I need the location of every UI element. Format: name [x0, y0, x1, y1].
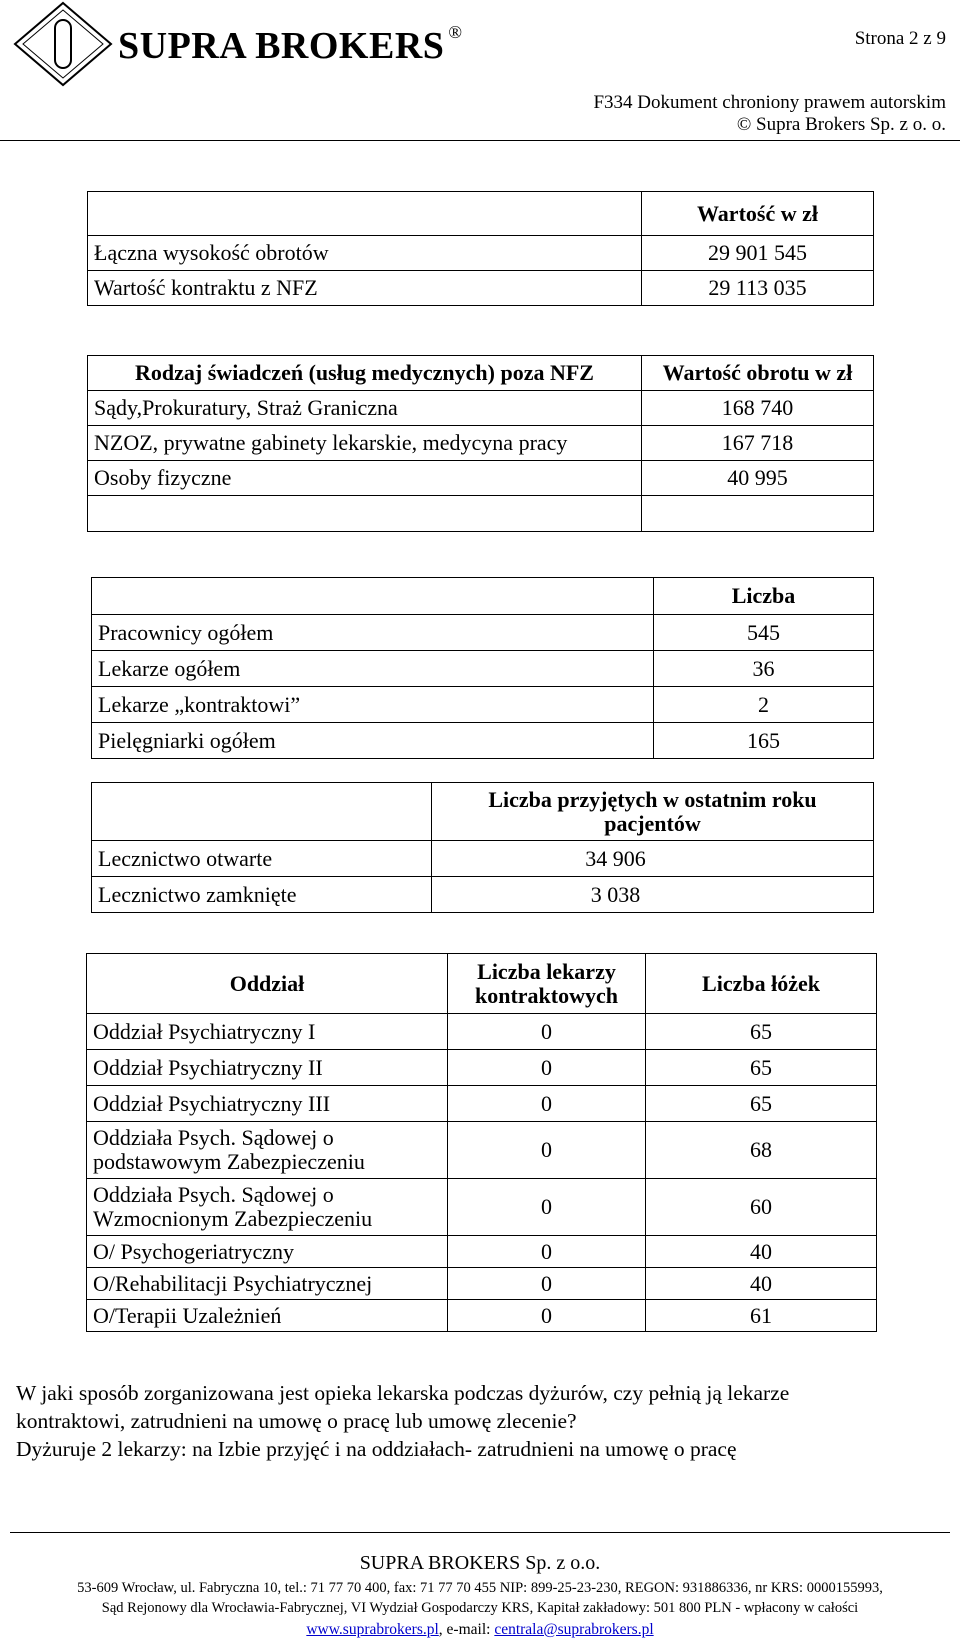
- table-header-row: [92, 578, 874, 615]
- row-value: 29 901 545: [642, 236, 874, 271]
- email-link[interactable]: centrala@suprabrokers.pl: [494, 1621, 654, 1638]
- table-row: [92, 877, 874, 913]
- empty-row: [88, 496, 874, 532]
- page-number: Strona 2 z 9: [854, 28, 946, 49]
- registered-mark: ®: [448, 22, 463, 42]
- table-row: [92, 841, 874, 877]
- ward-doctors: 0: [448, 1300, 646, 1332]
- header-line: pacjentów: [604, 810, 701, 836]
- footer-address: 53-609 Wrocław, ul. Fabryczna 10, tel.: 71 77 70 400, fax: 71 77 70 455 NIP: 899-25-23-230, REGON: 931886336, nr KRS: 0000155993,: [77, 1580, 883, 1596]
- email-label: , e-mail:: [438, 1621, 495, 1638]
- column-header-beds: Liczba łóżek: [646, 954, 877, 1014]
- table-header-row: [88, 356, 874, 391]
- ward-name: O/ Psychogeriatryczny: [87, 1236, 448, 1268]
- row-value: 165: [654, 723, 874, 759]
- row-value: 545: [654, 615, 874, 651]
- document-title: F334 Dokument chroniony prawem autorskim: [593, 92, 946, 113]
- ward-beds: 40: [646, 1236, 877, 1268]
- table-row: [92, 615, 874, 651]
- row-value: 36: [654, 651, 874, 687]
- table-row: [87, 1300, 877, 1332]
- ward-beds: 65: [646, 1014, 877, 1050]
- row-value: 34 906: [432, 841, 874, 877]
- ward-beds: 65: [646, 1086, 877, 1122]
- row-value: 2: [654, 687, 874, 723]
- services-table: [87, 355, 874, 532]
- table-row: [88, 461, 874, 496]
- table-row: [88, 426, 874, 461]
- ward-beds: 68: [646, 1122, 877, 1179]
- ward-doctors: 0: [448, 1014, 646, 1050]
- ward-name: O/Terapii Uzależnień: [87, 1300, 448, 1332]
- ward-name-line: Oddziała Psych. Sądowej o: [93, 1182, 334, 1207]
- row-label: Łączna wysokość obrotów: [88, 236, 642, 271]
- ward-name: Oddział Psychiatryczny I: [87, 1014, 448, 1050]
- table-header-row: [88, 192, 874, 236]
- column-header-value: Wartość w zł: [642, 192, 874, 236]
- column-header-ward: Oddział: [87, 954, 448, 1014]
- paragraph-line: W jaki sposób zorganizowana jest opieka lekarska podczas dyżurów, czy pełnią ją lekarze: [16, 1381, 790, 1405]
- row-label: Pracownicy ogółem: [92, 615, 654, 651]
- supra-brokers-logo: [12, 0, 114, 88]
- empty-header-cell: [88, 192, 642, 236]
- table-row: [87, 1179, 877, 1236]
- column-header-value: Liczba: [654, 578, 874, 615]
- table-row: [87, 1122, 877, 1179]
- ward-name: [87, 1122, 448, 1179]
- ward-name: O/Rehabilitacji Psychiatrycznej: [87, 1268, 448, 1300]
- ward-name-line: podstawowym Zabezpieczeniu: [93, 1149, 365, 1174]
- ward-beds: 40: [646, 1268, 877, 1300]
- ward-name: Oddział Psychiatryczny II: [87, 1050, 448, 1086]
- ward-doctors: 0: [448, 1236, 646, 1268]
- row-label: Lecznictwo otwarte: [92, 841, 432, 877]
- table-row: [87, 1268, 877, 1300]
- row-value: 29 113 035: [642, 271, 874, 306]
- footer-divider: [10, 1532, 950, 1533]
- ward-beds: 60: [646, 1179, 877, 1236]
- ward-name: Oddział Psychiatryczny III: [87, 1086, 448, 1122]
- ward-doctors: 0: [448, 1086, 646, 1122]
- table-row: [87, 1086, 877, 1122]
- column-header-value: Wartość obrotu w zł: [642, 356, 874, 391]
- row-value: 40 995: [642, 461, 874, 496]
- row-label: Lekarze „kontraktowi”: [92, 687, 654, 723]
- column-header-label: Rodzaj świadczeń (usług medycznych) poza NFZ: [88, 356, 642, 391]
- question-paragraph: [16, 1379, 946, 1463]
- column-header-doctors: [448, 954, 646, 1014]
- table-row: [88, 271, 874, 306]
- ward-doctors: 0: [448, 1050, 646, 1086]
- footer-contact: [0, 1621, 960, 1639]
- column-header-value: [432, 783, 874, 841]
- row-label: Lecznictwo zamknięte: [92, 877, 432, 913]
- header-line: kontraktowych: [474, 982, 618, 1008]
- table-row: [88, 236, 874, 271]
- brand-name: SUPRA BROKERS ®: [118, 22, 463, 67]
- copyright-line: © Supra Brokers Sp. z o. o.: [736, 114, 946, 135]
- empty-cell: [88, 496, 642, 532]
- ward-doctors: 0: [448, 1122, 646, 1179]
- ward-name: [87, 1179, 448, 1236]
- row-label: Wartość kontraktu z NFZ: [88, 271, 642, 306]
- table-row: [87, 1014, 877, 1050]
- table-row: [88, 391, 874, 426]
- paragraph-line: kontraktowi, zatrudnieni na umowę o pracę lub umowę zlecenie?: [16, 1409, 577, 1433]
- footer-court: Sąd Rejonowy dla Wrocławia-Fabrycznej, VI Wydział Gospodarczy KRS, Kapitał zakładowy: 501 800 PLN - wpłacony w całości: [101, 1600, 859, 1616]
- row-label: Pielęgniarki ogółem: [92, 723, 654, 759]
- table-row: [92, 723, 874, 759]
- staff-table: [91, 577, 874, 759]
- row-label: NZOZ, prywatne gabinety lekarskie, medycyna pracy: [88, 426, 642, 461]
- table-header-row: [92, 783, 874, 841]
- row-value: 3 038: [432, 877, 874, 913]
- empty-cell: [642, 496, 874, 532]
- row-value: 168 740: [642, 391, 874, 426]
- paragraph-line: Dyżuruje 2 lekarzy: na Izbie przyjęć i na oddziałach- zatrudnieni na umowę o pracę: [16, 1437, 737, 1461]
- turnover-table: [87, 191, 874, 306]
- header-line: Liczba przyjętych w ostatnim roku: [488, 786, 817, 812]
- header-line: Liczba lekarzy: [477, 958, 616, 984]
- ward-doctors: 0: [448, 1179, 646, 1236]
- ward-doctors: 0: [448, 1268, 646, 1300]
- ward-beds: 61: [646, 1300, 877, 1332]
- table-row: [92, 687, 874, 723]
- table-row: [92, 651, 874, 687]
- row-value: 167 718: [642, 426, 874, 461]
- table-row: [87, 1050, 877, 1086]
- row-label: Lekarze ogółem: [92, 651, 654, 687]
- empty-header-cell: [92, 783, 432, 841]
- ward-beds: 65: [646, 1050, 877, 1086]
- footer-company: SUPRA BROKERS Sp. z o.o.: [359, 1552, 601, 1574]
- row-label: Sądy,Prokuratury, Straż Graniczna: [88, 391, 642, 426]
- ward-name-line: Wzmocnionym Zabezpieczeniu: [93, 1206, 373, 1231]
- empty-header-cell: [92, 578, 654, 615]
- ward-name-line: Oddziała Psych. Sądowej o: [93, 1125, 334, 1150]
- wards-table: [86, 953, 877, 1332]
- table-header-row: [87, 954, 877, 1014]
- table-row: [87, 1236, 877, 1268]
- row-label: Osoby fizyczne: [88, 461, 642, 496]
- header-divider: [0, 140, 960, 141]
- patients-table: [91, 782, 874, 913]
- website-link[interactable]: www.suprabrokers.pl: [306, 1621, 439, 1638]
